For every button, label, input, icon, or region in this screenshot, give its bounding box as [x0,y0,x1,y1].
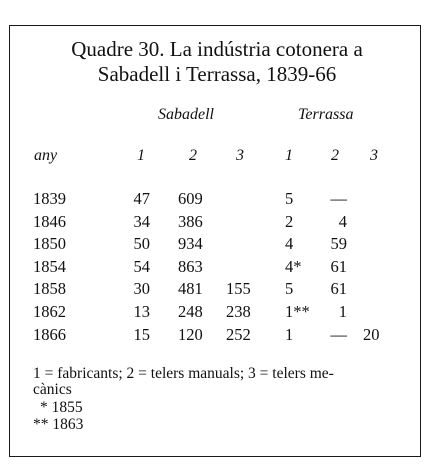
table-cell-s2: 481 [178,279,203,299]
title-line-2: Sabadell i Terrassa, 1839-66 [97,62,337,86]
table-cell-year: 1862 [33,302,66,321]
table-cell-s3: 155 [226,279,251,299]
footnote-1863: ** 1863 [33,416,84,433]
title-line-1: Quadre 30. La indústria cotonera a [71,37,363,61]
table-cell-t2: 1 [338,302,347,321]
table-cell-t2: — [330,324,347,344]
table-cell-t2: — [330,189,347,208]
col-header-sabadell-2: 2 [189,147,197,164]
table-cell-s1: 34 [133,211,150,231]
table-cell-year: 1854 [33,256,66,276]
table-cell-t2: 4 [338,211,347,231]
col-header-terrassa-2: 2 [331,147,339,164]
col-header-terrassa-1: 1 [285,147,293,164]
table-cell-t1: 2 [285,211,294,231]
table-cell-s2: 934 [178,234,203,254]
table-cell-s2: 120 [178,324,203,344]
table-cell-year: 1858 [33,279,66,299]
legend-line-1: 1 = fabricants; 2 = telers manuals; 3 = telers me- [33,365,334,382]
table-cell-s1: 13 [133,302,150,321]
table-cell-s2: 609 [178,189,203,208]
table-cell-t1: 1 [285,324,294,344]
footnote-1855: * 1855 [40,399,83,416]
table-cell-t2: 61 [330,279,347,299]
group-header-terrassa: Terrassa [298,106,354,123]
table-title [0,37,434,87]
table-cell-s3: 238 [226,302,251,321]
col-header-terrassa-3: 3 [370,147,378,164]
table-cell-year: 1839 [33,189,66,208]
legend-line-2: cànics [33,381,72,398]
table-cell-t1: 5 [285,189,294,208]
table-cell-s1: 30 [133,279,150,299]
table-cell-t1: 5 [285,279,294,299]
table-cell-t1: 4* [285,256,302,276]
col-header-sabadell-1: 1 [137,147,145,164]
table-cell-s1: 15 [133,324,150,344]
table-cell-t2: 59 [330,234,347,254]
table-cell-t3: 20 [363,324,380,344]
table-cell-s2: 863 [178,256,203,276]
col-header-year: any [34,147,58,164]
group-header-sabadell: Sabadell [158,106,214,123]
table-cell-t1: 1** [285,302,310,321]
table-cell-s1: 50 [133,234,150,254]
table-cell-s2: 386 [178,211,203,231]
table-cell-t2: 61 [330,256,347,276]
table-cell-year: 1846 [33,211,66,231]
table-cell-t1: 4 [285,234,294,254]
col-header-sabadell-3: 3 [236,147,244,164]
table-cell-s3: 252 [226,324,251,344]
table-cell-s1: 47 [133,189,150,208]
table-cell-year: 1850 [33,234,66,254]
table-cell-year: 1866 [33,324,66,344]
table-cell-s2: 248 [178,302,203,321]
table-cell-s1: 54 [133,256,150,276]
